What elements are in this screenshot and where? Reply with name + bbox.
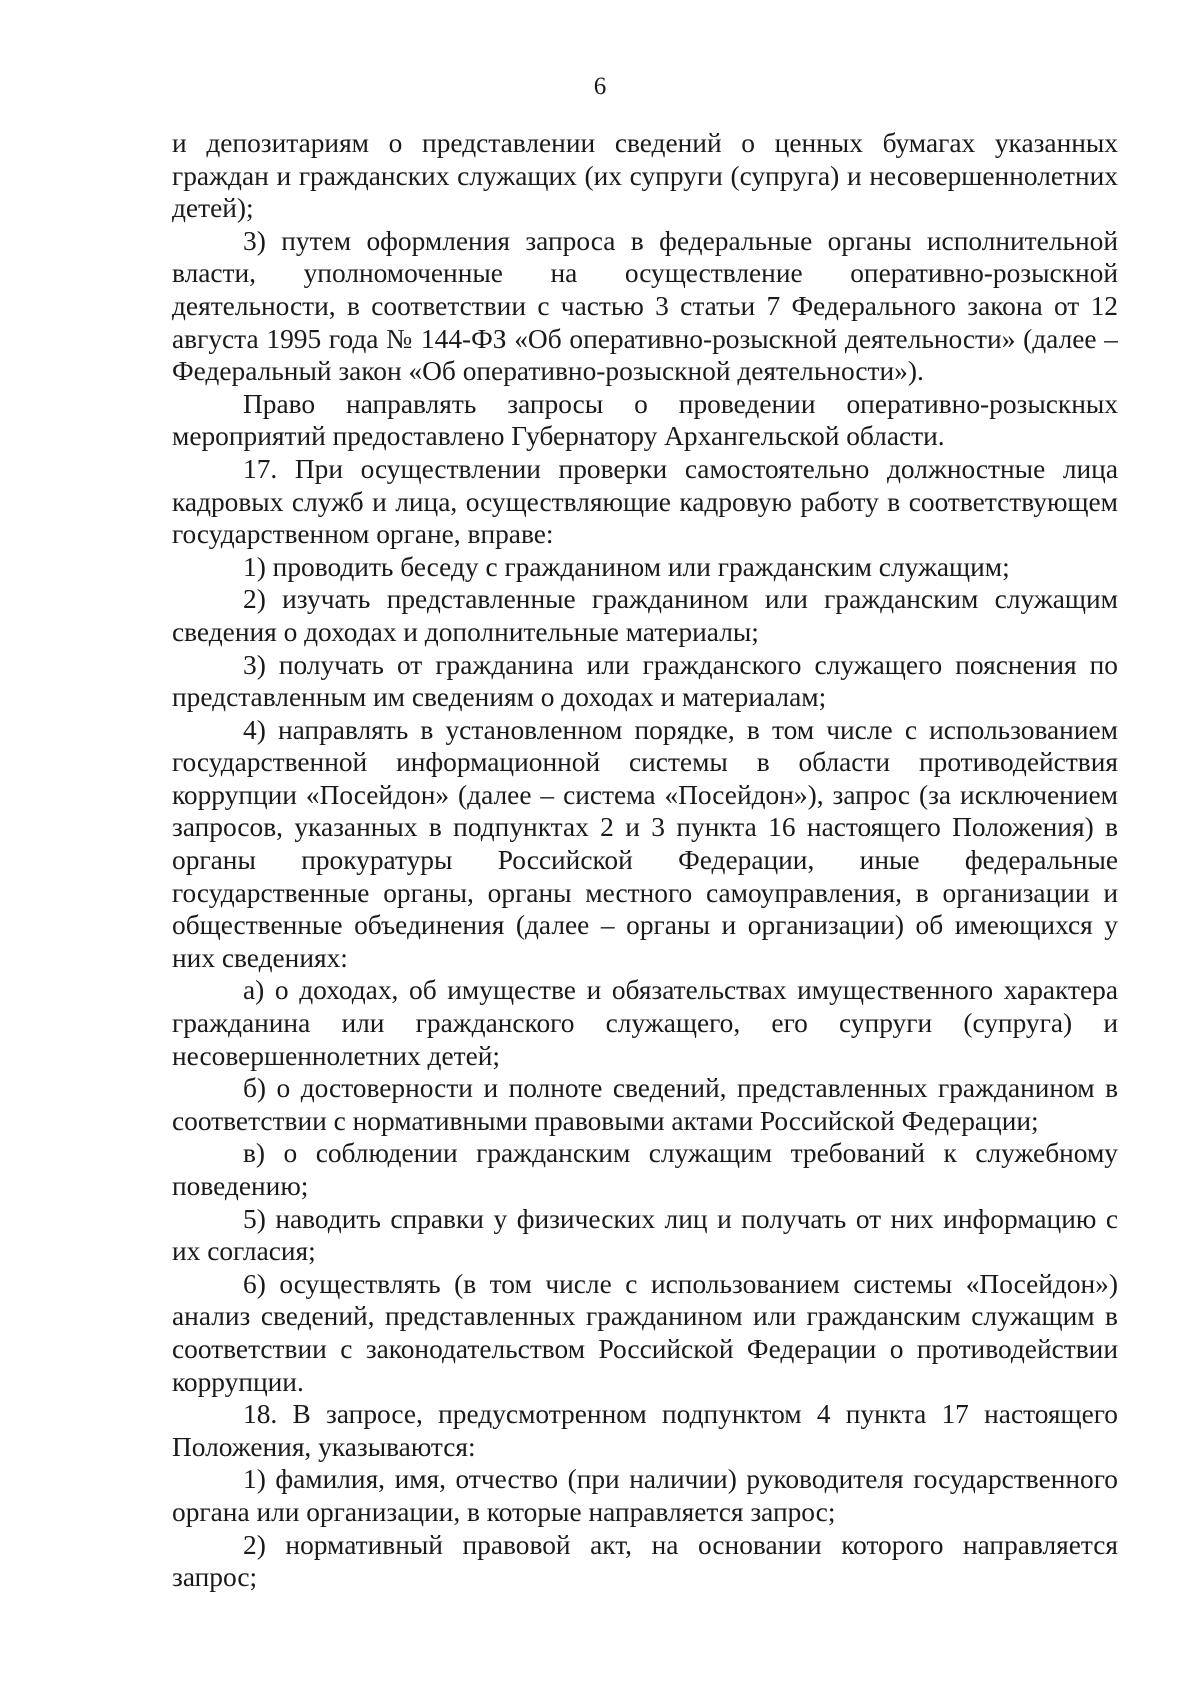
paragraph-17-item-6: 6) осуществлять (в том числе с использованием системы «Посейдон») анализ сведений, представленных гражданином или гражданским служащим в соответствии с законодательством Российской Федерации о противодействии коррупции. — [172, 1268, 1118, 1397]
paragraph-right-to-request: Право направлять запросы о проведении оперативно-розыскных мероприятий предоставлено Губернатору Архангельской области. — [172, 388, 1118, 452]
paragraph-17-item-4b: б) о достоверности и полноте сведений, представленных гражданином в соответствии с нормативными правовыми актами Российской Федерации; — [172, 1073, 1118, 1136]
paragraph-17-item-5: 5) наводить справки у физических лиц и получать от них информацию с их согласия; — [172, 1203, 1118, 1267]
paragraph-section-17: 17. При осуществлении проверки самостоятельно должностные лица кадровых служб и лица, осуществляющие кадровую работу в соответствующем государственном органе, вправе: — [172, 453, 1118, 550]
paragraph-section-18: 18. В запросе, предусмотренном подпунктом 4 пункта 17 настоящего Положения, указываются: — [172, 1399, 1118, 1462]
paragraph-17-item-4a: а) о доходах, об имуществе и обязательствах имущественного характера гражданина или гражданского служащего, его супруги (супруга) и несовершеннолетних детей; — [172, 975, 1118, 1071]
page-number: 6 — [593, 73, 607, 100]
paragraph-item-3-operative-request: 3) путем оформления запроса в федеральные органы исполнительной власти, уполномоченные на осуществление оперативно-розыскной деятельности, в соответствии с частью 3 статьи 7 Федерального закона от 12 августа 1995 года № 144-ФЗ «Об оперативно-розыскной деятельности» (далее – Федеральный закон «Об оперативно-розыскной деятельности»). — [172, 225, 1118, 387]
paragraph-17-item-1: 1) проводить беседу с гражданином или гражданским служащим; — [243, 551, 1010, 582]
paragraph-18-item-1: 1) фамилия, имя, отчество (при наличии) руководителя государственного органа или организации, в которые направляется запрос; — [172, 1464, 1118, 1527]
paragraph-18-item-2: 2) нормативный правовой акт, на основании которого направляется запрос; — [172, 1529, 1118, 1593]
paragraph-continuation: и депозитариям о представлении сведений о ценных бумагах указанных граждан и гражданских служащих (их супруги (супруга) и несовершеннолетних детей); — [172, 128, 1118, 224]
document-body — [172, 127, 1118, 1594]
paragraph-17-item-4c: в) о соблюдении гражданским служащим требований к служебному поведению; — [172, 1138, 1118, 1201]
paragraph-17-item-3: 3) получать от гражданина или гражданского служащего пояснения по представленным им сведениям о доходах и материалам; — [172, 649, 1118, 713]
paragraph-17-item-2: 2) изучать представленные гражданином или гражданским служащим сведения о доходах и дополнительные материалы; — [172, 584, 1118, 647]
paragraph-17-item-4: 4) направлять в установленном порядке, в том числе с использованием государственной информационной системы в области противодействия коррупции «Посейдон» (далее – система «Посейдон»), запрос (за исключением запросов, указанных в подпунктах 2 и 3 пункта 16 настоящего Положения) в органы прокуратуры Российской Федерации, иные федеральные государственные органы, органы местного самоуправления, в организации и общественные объединения (далее – органы и организации) об имеющихся у них сведениях: — [172, 714, 1118, 973]
